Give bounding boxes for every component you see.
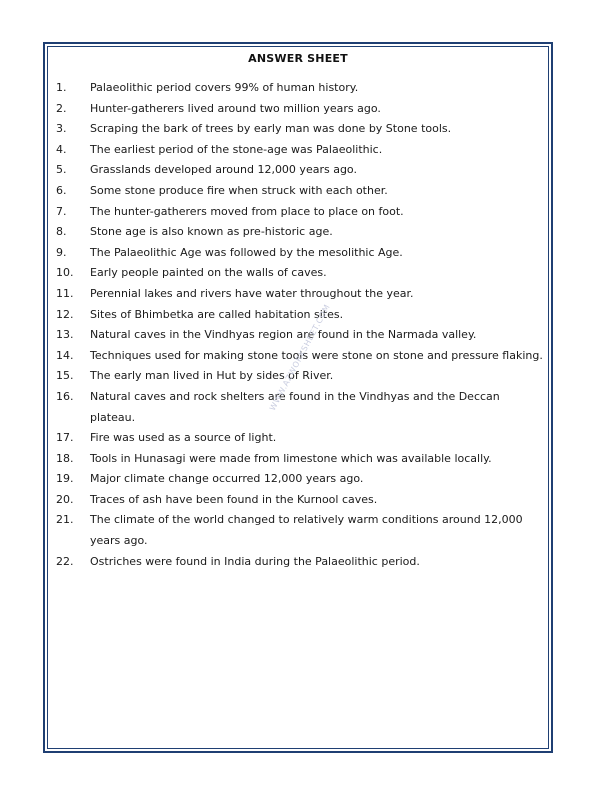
- list-item: [56, 119, 548, 140]
- answer-text: The climate of the world changed to relatively warm conditions around 12,000 years ago.: [90, 513, 523, 548]
- watermark: WWW.AZWORKSHEET.COM: [268, 302, 332, 413]
- list-item: [56, 243, 548, 264]
- list-item: [56, 181, 548, 202]
- answer-number: 1.: [56, 81, 67, 94]
- list-item: [56, 428, 548, 449]
- list-item: [56, 140, 548, 161]
- answer-text: The Palaeolithic Age was followed by the mesolithic Age.: [90, 245, 403, 259]
- answer-number: 4.: [56, 142, 67, 156]
- list-item: [56, 552, 548, 573]
- list-item: [56, 305, 548, 326]
- answer-text: Scraping the bark of trees by early man was done by Stone tools.: [90, 122, 452, 136]
- answer-list: [56, 78, 548, 572]
- answer-text: Natural caves in the Vindhyas region are found in the Narmada valley.: [90, 328, 477, 342]
- answer-text: Hunter-gatherers lived around two million years ago.: [90, 101, 381, 115]
- answer-number: 13.: [56, 328, 74, 342]
- answer-text: Natural caves and rock shelters are found in the Vindhyas and the Deccan plateau.: [90, 389, 500, 424]
- answer-number: 21.: [56, 513, 74, 527]
- list-item: [56, 510, 548, 551]
- answer-text: The earliest period of the stone-age was Palaeolithic.: [90, 142, 383, 156]
- answer-text: Major climate change occurred 12,000 years ago.: [90, 472, 364, 486]
- answer-number: 10.: [56, 266, 74, 280]
- answer-text: Grasslands developed around 12,000 years ago.: [90, 163, 357, 177]
- list-item: [56, 366, 548, 387]
- list-item: [56, 202, 548, 223]
- list-item: [56, 99, 548, 120]
- answer-text: Perennial lakes and rivers have water throughout the year.: [90, 286, 414, 300]
- answer-number: 14.: [56, 348, 74, 362]
- answer-number: 15.: [56, 369, 74, 383]
- answer-text: Palaeolithic period covers 99% of human history.: [90, 81, 359, 94]
- list-item: [56, 469, 548, 490]
- list-item: [56, 263, 548, 284]
- list-item: [56, 284, 548, 305]
- answer-text: Some stone produce fire when struck with each other.: [90, 183, 388, 197]
- page-title: ANSWER SHEET: [248, 52, 348, 65]
- list-item: [56, 449, 548, 470]
- list-item: [56, 387, 548, 428]
- answer-number: 8.: [56, 225, 67, 239]
- answer-number: 11.: [56, 286, 74, 300]
- answer-number: 9.: [56, 245, 67, 259]
- answer-text: Fire was used as a source of light.: [90, 431, 277, 445]
- answer-number: 22.: [56, 554, 74, 568]
- answer-number: 17.: [56, 431, 74, 445]
- answer-number: 19.: [56, 472, 74, 486]
- answer-number: 20.: [56, 492, 74, 506]
- list-item: [56, 222, 548, 243]
- answer-text: Early people painted on the walls of caves.: [90, 266, 327, 280]
- answer-number: 7.: [56, 204, 67, 218]
- answer-number: 12.: [56, 307, 74, 321]
- answer-number: 3.: [56, 122, 67, 136]
- answer-text: Tools in Hunasagi were made from limestone which was available locally.: [90, 451, 492, 465]
- answer-number: 6.: [56, 183, 67, 197]
- answer-text: The hunter-gatherers moved from place to place on foot.: [90, 204, 404, 218]
- list-item: [56, 490, 548, 511]
- answer-text: Stone age is also known as pre-historic age.: [90, 225, 333, 239]
- answer-number: 2.: [56, 101, 67, 115]
- list-item: [56, 160, 548, 181]
- answer-text: Ostriches were found in India during the Palaeolithic period.: [90, 554, 420, 568]
- list-item: [56, 78, 548, 99]
- answer-text: Sites of Bhimbetka are called habitation sites.: [90, 307, 344, 321]
- answer-number: 16.: [56, 389, 74, 403]
- answer-text: The early man lived in Hut by sides of River.: [90, 369, 334, 383]
- answer-number: 5.: [56, 163, 67, 177]
- answer-text: Traces of ash have been found in the Kurnool caves.: [90, 492, 378, 506]
- answer-number: 18.: [56, 451, 74, 465]
- answer-text: Techniques used for making stone tools were stone on stone and pressure flaking.: [90, 348, 543, 362]
